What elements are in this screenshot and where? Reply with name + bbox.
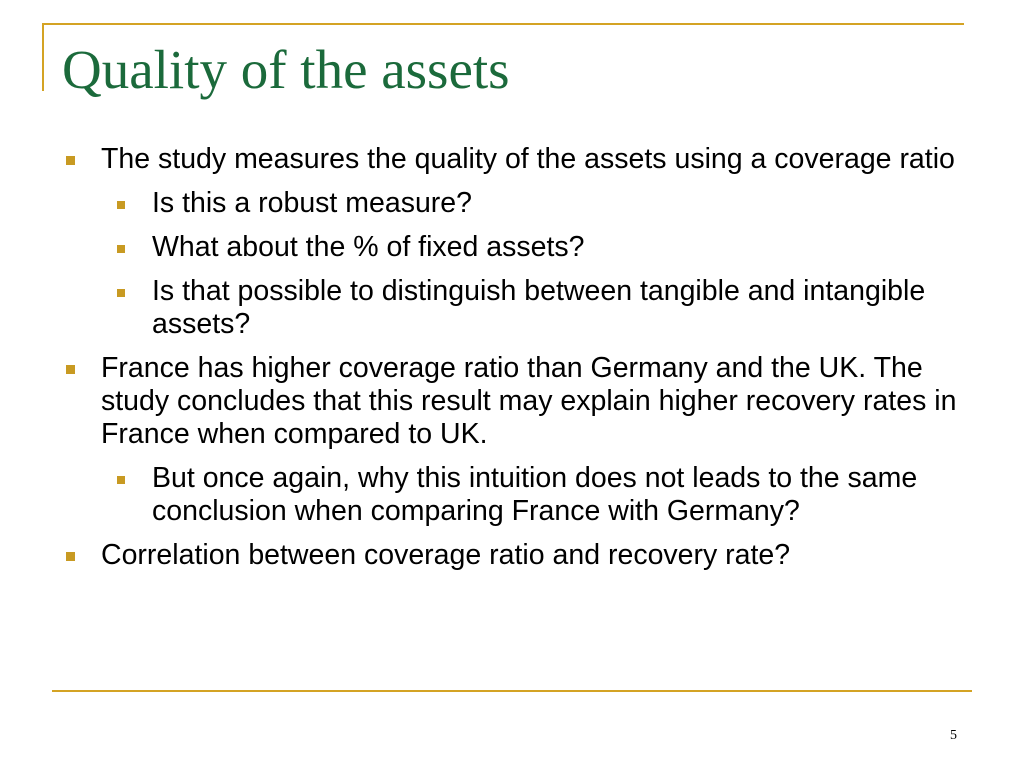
square-bullet-icon [117, 476, 125, 484]
left-border-line [42, 23, 44, 91]
square-bullet-icon [66, 156, 75, 165]
bottom-border-line [52, 690, 972, 692]
bullet-item [58, 539, 963, 572]
bullet-text: France has higher coverage ratio than Germany and the UK. The study concludes that this result may explain higher recovery rates in France when compared to UK. [101, 352, 957, 450]
bullet-text: Is that possible to distinguish between tangible and intangible assets? [152, 275, 926, 340]
bullet-text: But once again, why this intuition does not leads to the same conclusion when comparing France with Germany? [152, 462, 918, 527]
square-bullet-icon [66, 552, 75, 561]
bullet-item [58, 143, 963, 176]
bullet-text: Correlation between coverage ratio and recovery rate? [101, 539, 791, 571]
square-bullet-icon [117, 245, 125, 253]
sub-bullet-item [58, 187, 963, 220]
bullet-text: Is this a robust measure? [152, 187, 472, 219]
top-border-line [42, 23, 964, 25]
sub-bullet-item [58, 462, 963, 528]
bullet-text: What about the % of fixed assets? [152, 231, 585, 263]
bullet-text: The study measures the quality of the assets using a coverage ratio [101, 143, 955, 175]
sub-bullet-item [58, 231, 963, 264]
square-bullet-icon [117, 289, 125, 297]
bullet-list [58, 143, 963, 583]
square-bullet-icon [117, 201, 125, 209]
slide-title: Quality of the assets [62, 39, 510, 100]
page-number: 5 [950, 728, 957, 743]
sub-bullet-item [58, 275, 963, 341]
bullet-item [58, 352, 963, 451]
square-bullet-icon [66, 365, 75, 374]
